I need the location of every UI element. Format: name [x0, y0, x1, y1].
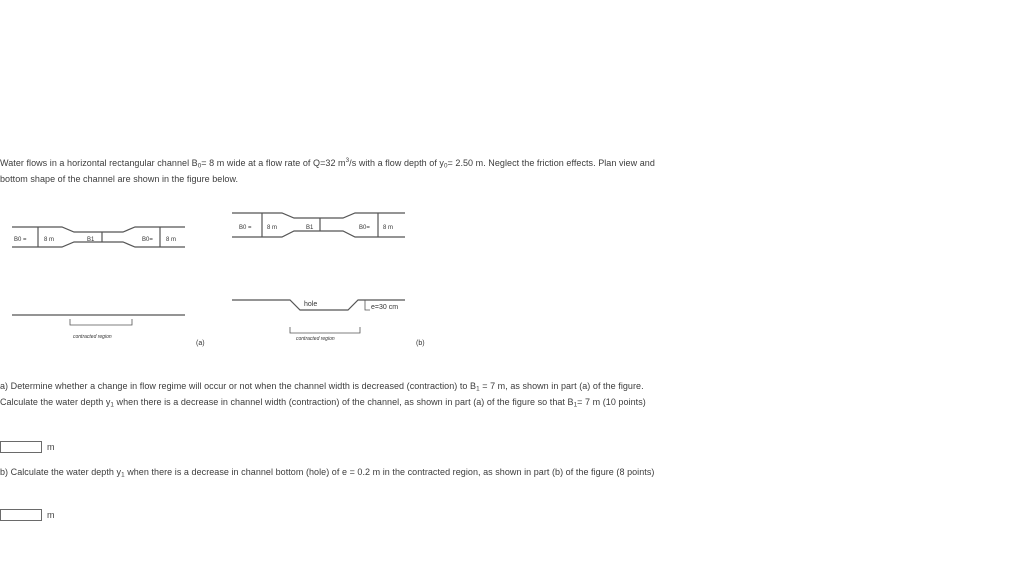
- label-a-contracted: contracted region: [73, 334, 112, 340]
- side-b-e-dim: [365, 300, 370, 310]
- qa-sub-2: 1: [110, 401, 114, 409]
- label-panel-a: (a): [196, 340, 205, 347]
- label-b-b0: B0 =: [239, 225, 252, 231]
- label-b-contracted: contracted region: [296, 336, 335, 342]
- label-a-b0: B0 =: [14, 237, 27, 243]
- intro-sup-3: 3: [345, 157, 350, 165]
- intro-sub-b0: 0: [197, 162, 202, 170]
- question-b-text: [0, 464, 660, 480]
- label-b-e: e=30 cm: [371, 304, 399, 311]
- label-b-b0-value: 8 m: [267, 225, 278, 231]
- qa-text-2: = 7 m, as shown in part (a) of the figure. Calculate the water depth y: [0, 381, 644, 407]
- label-b-b1: B1: [306, 225, 314, 231]
- unit-label-b: m: [47, 510, 55, 520]
- label-a-b1: B1: [87, 237, 95, 243]
- qb-text-1: b) Calculate the water depth y: [0, 467, 122, 477]
- intro-sub-y0: 0: [443, 162, 448, 170]
- question-a-text: [0, 378, 660, 410]
- label-a-b0r-value: 8 m: [166, 237, 177, 243]
- qa-sub-3: 1: [573, 401, 578, 409]
- side-a-contracted-bracket: [70, 319, 132, 325]
- side-b-contracted-bracket: [290, 327, 360, 333]
- label-panel-b: (b): [416, 340, 425, 347]
- qb-text-2: when there is a decrease in channel bottom (hole) of e = 0.2 m in the contracted region, as shown in part (b) of the figure (8 points): [124, 467, 655, 477]
- label-b-b0r: B0=: [359, 225, 370, 231]
- label-a-b0r: B0=: [142, 237, 153, 243]
- unit-label-a: m: [47, 442, 55, 452]
- intro-text-1: Water flows in a horizontal rectangular channel B: [0, 158, 198, 168]
- answer-row-a: [0, 440, 55, 454]
- channel-figure: [0, 195, 430, 355]
- problem-statement: [0, 155, 660, 187]
- plan-b-top-wall: [232, 213, 405, 218]
- qa-text-3: when there is a decrease in channel width (contraction) of the channel, as shown in part (a) of the figure so that B: [113, 397, 574, 407]
- intro-text-2: = 8 m wide at a flow rate of Q=32 m: [201, 158, 346, 168]
- qa-sub-1: 1: [476, 385, 480, 393]
- intro-text-3: /s with a flow depth of y: [349, 158, 444, 168]
- label-a-b0-value: 8 m: [44, 237, 55, 243]
- label-b-b0r-value: 8 m: [383, 225, 394, 231]
- plan-b-bottom-wall: [232, 231, 405, 237]
- intro-text-4: = 2.50 m. Neglect the friction effects. Plan view and bottom shape of the channel are shown in the figure below.: [0, 158, 655, 184]
- qb-sub-1: 1: [121, 471, 125, 479]
- label-b-hole: hole: [304, 301, 318, 308]
- answer-input-b[interactable]: [0, 509, 42, 521]
- answer-input-a[interactable]: [0, 441, 42, 453]
- answer-row-b: [0, 508, 55, 522]
- qa-text-4: = 7 m (10 points): [577, 397, 646, 407]
- qa-text-1: a) Determine whether a change in flow regime will occur or not when the channel width is decreased (contraction) to B: [0, 381, 477, 391]
